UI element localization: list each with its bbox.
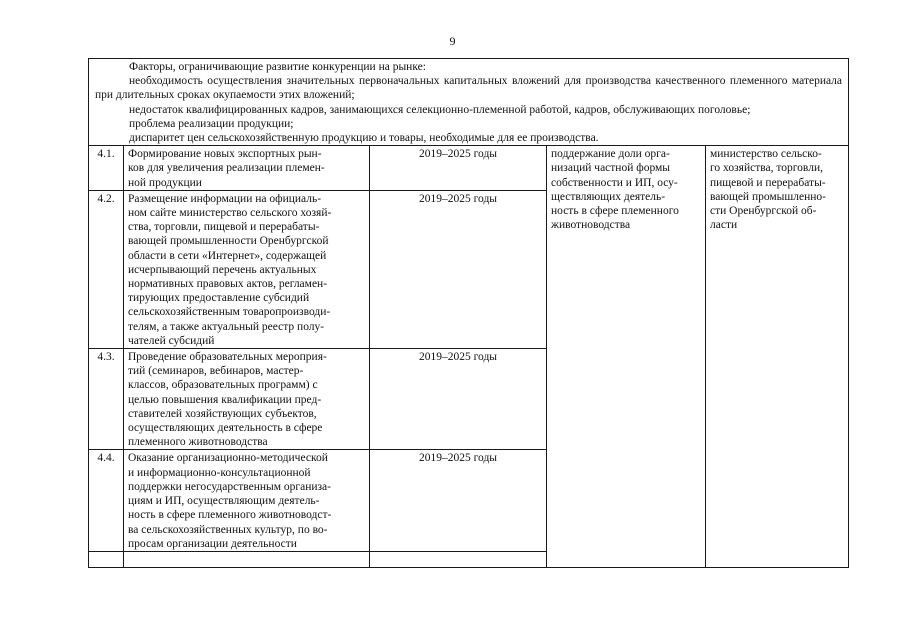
description-line: Оказание организационно-методической [128, 452, 328, 465]
table-row [89, 146, 849, 191]
description-line: и информационно-консультационной [128, 466, 311, 479]
responsible-line: сти Оренбургской об- [710, 205, 817, 218]
row-description [124, 450, 370, 551]
description-line: Проведение образовательных мероприя- [128, 351, 327, 364]
spacer-cell [89, 551, 124, 567]
result-line: поддержание доли орга- [551, 148, 670, 161]
description-line: ность в сфере племенного животноводст- [128, 509, 332, 522]
description-line: ков для увеличения реализации племен- [128, 162, 325, 175]
description-line: чателей субсидий [128, 334, 215, 347]
description-line: ства, торговли, пищевой и перерабаты- [128, 221, 320, 234]
result-line: собственности и ИП, осу- [551, 176, 678, 189]
row-description [124, 146, 370, 191]
description-line: просам организации деятельности [128, 537, 297, 550]
row-description [124, 190, 370, 348]
description-line: ной продукции [128, 176, 202, 189]
responsible-line: министерство сельско- [710, 148, 822, 161]
responsible-line: вающей промышленно- [710, 190, 826, 203]
description-line: ва сельскохозяйственных культур, по во- [128, 523, 328, 536]
description-line: ставителей хозяйствующих субъектов, [128, 407, 317, 420]
description-line: телям, а также актуальный реестр полу- [128, 320, 325, 333]
description-line: Формирование новых экспортных рын- [128, 148, 322, 161]
description-line: целью повышения квалификации пред- [128, 393, 322, 406]
description-line: вающей промышленности Оренбургской [128, 235, 329, 248]
description-line: Размещение информации на официаль- [128, 192, 322, 205]
description-line: тирующих предоставление субсидий [128, 292, 310, 305]
result-line: ществляющих деятель- [551, 190, 666, 203]
measures-table [88, 58, 849, 568]
result-line: животноводства [551, 219, 631, 232]
row-period: 2019–2025 годы [370, 190, 547, 348]
responsible-line: ласти [710, 219, 738, 232]
row-period: 2019–2025 годы [370, 349, 547, 450]
description-line: классов, образовательных программ) с [128, 379, 318, 392]
factor-item: проблема реализации продукции; [129, 117, 294, 130]
factor-item: недостаток квалифицированных кадров, занимающихся селекционно-племенной работой, кадров, обслуживающих поголовье; [129, 103, 751, 116]
description-line: области в сети «Интернет», содержащей [128, 249, 327, 262]
description-line: исчерпывающий перечень актуальных [128, 263, 317, 276]
responsible-line: го хозяйства, торговли, [710, 162, 823, 175]
factors-cell [89, 59, 849, 146]
row-number: 4.3. [89, 349, 124, 450]
factors-row [89, 59, 849, 146]
row-number: 4.2. [89, 190, 124, 348]
description-line: поддержки негосударственным организа- [128, 480, 331, 493]
factor-item: диспаритет цен сельскохозяйственную продукцию и товары, необходимые для ее производства. [129, 132, 599, 145]
row-description [124, 349, 370, 450]
row-period: 2019–2025 годы [370, 450, 547, 551]
description-line: циям и ИП, осуществляющим деятель- [128, 495, 320, 508]
responsible-line: пищевой и перерабаты- [710, 176, 826, 189]
result-line: низаций частной формы [551, 162, 671, 175]
description-line: ном сайте министерство сельского хозяй- [128, 207, 332, 220]
row-number: 4.4. [89, 450, 124, 551]
spacer-cell [124, 551, 370, 567]
row-number: 4.1. [89, 146, 124, 191]
description-line: осуществляющих деятельность в сфере [128, 422, 323, 435]
expected-result-cell [547, 146, 706, 568]
page-number: 9 [449, 34, 456, 48]
description-line: нормативных правовых актов, регламен- [128, 278, 328, 291]
result-line: ность в сфере племенного [551, 205, 679, 218]
description-line: тий (семинаров, вебинаров, мастер- [128, 365, 304, 378]
description-line: сельскохозяйственным товаропроизводи- [128, 306, 331, 319]
factors-heading: Факторы, ограничивающие развитие конкуренции на рынке: [129, 61, 426, 73]
row-period: 2019–2025 годы [370, 146, 547, 191]
spacer-cell [370, 551, 547, 567]
responsible-cell [706, 146, 849, 568]
description-line: племенного животноводства [128, 436, 268, 449]
factor-item: необходимость осуществления значительных первоначальных капитальных вложений для производства качественного племенного материала при длительных сроках окупаемости этих вложений; [95, 75, 843, 102]
